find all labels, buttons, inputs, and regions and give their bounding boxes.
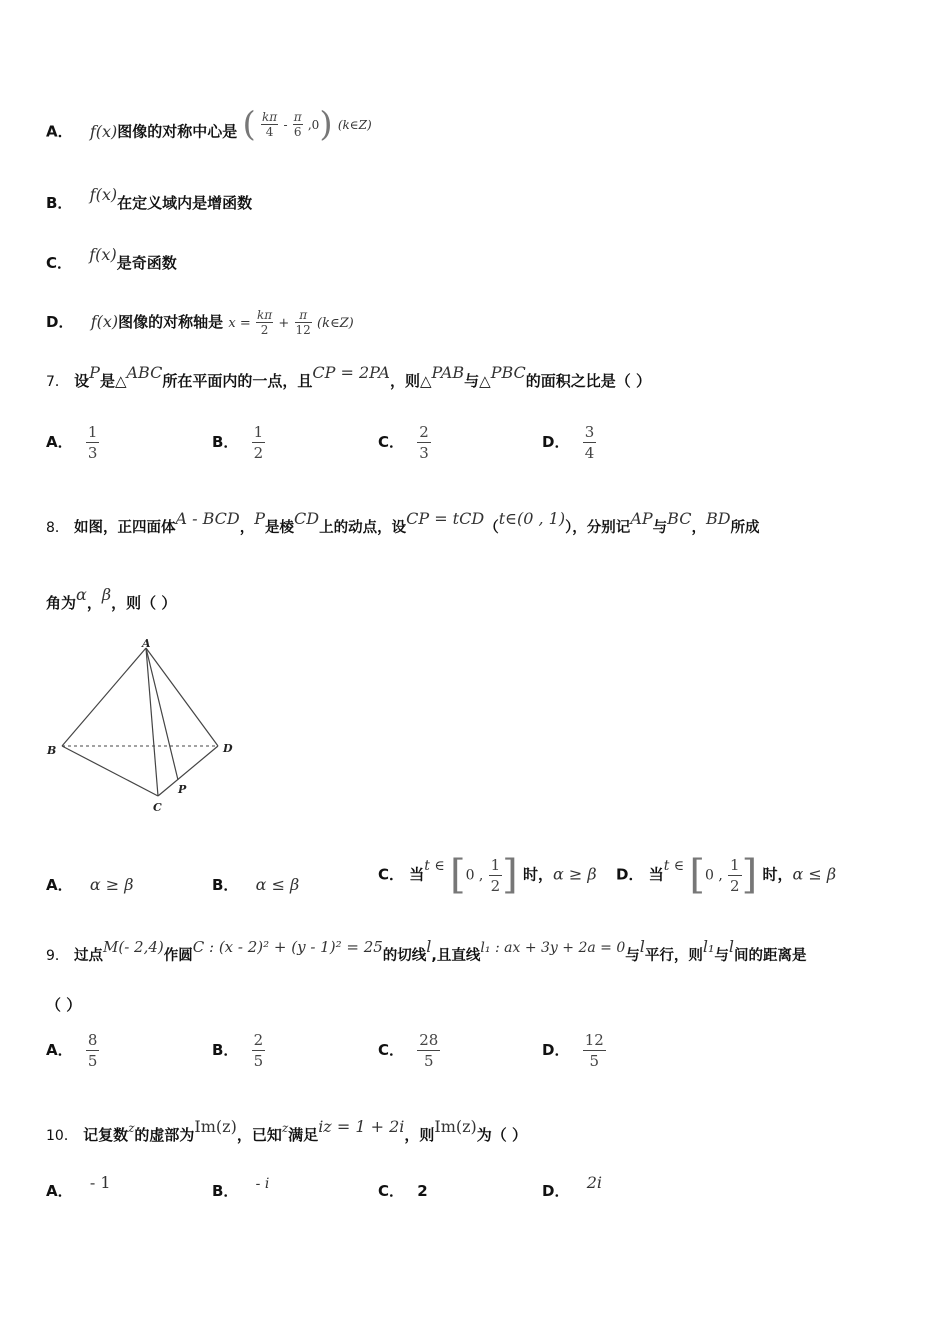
option-text: 图像的对称轴是 bbox=[118, 313, 224, 331]
option-letter: C． bbox=[378, 433, 405, 451]
math: t ∈ bbox=[663, 857, 685, 874]
text: 间的距离是 bbox=[734, 948, 807, 964]
q9-option-d bbox=[542, 1030, 606, 1071]
label-b: B bbox=[47, 744, 57, 757]
math: Im(z) bbox=[194, 1117, 237, 1136]
math: P bbox=[254, 509, 266, 528]
option-letter: A． bbox=[46, 876, 73, 894]
option-letter: B． bbox=[212, 876, 239, 894]
minus-sign: - bbox=[283, 117, 288, 132]
pi-fraction: $\frac{\pi}{12}$ bbox=[295, 308, 311, 337]
text: ， bbox=[239, 520, 255, 536]
math: C : (x - 2)² + (y - 1)² = 25 bbox=[192, 938, 383, 956]
option-letter: D． bbox=[542, 433, 570, 451]
text: 记复数 bbox=[83, 1126, 129, 1144]
q10-option-b bbox=[212, 1176, 270, 1201]
text: ，已知 bbox=[236, 1126, 282, 1144]
math: P bbox=[89, 363, 100, 382]
option-letter: B． bbox=[212, 1182, 239, 1200]
option-text: 是奇函数 bbox=[116, 254, 177, 272]
text: 满足 bbox=[288, 1126, 319, 1144]
text: 设 bbox=[74, 372, 90, 390]
edge-bc bbox=[62, 746, 158, 796]
fraction: $\frac{28}{5}$ bbox=[419, 1031, 439, 1070]
q7-stem bbox=[46, 363, 651, 391]
q8-stem-line1 bbox=[46, 509, 760, 537]
fx-expr: f(x) bbox=[89, 245, 117, 264]
math: l bbox=[639, 937, 645, 956]
option-letter: A． bbox=[46, 433, 73, 451]
q8-option-c bbox=[378, 852, 597, 898]
text: 是△ bbox=[99, 372, 127, 390]
question-number: 10． bbox=[46, 1128, 78, 1144]
option-letter: B． bbox=[212, 1041, 239, 1059]
text: ，则 bbox=[404, 1126, 435, 1144]
edge-ab bbox=[62, 648, 146, 746]
math: CP = 2PA bbox=[312, 363, 390, 382]
text: 与 bbox=[652, 520, 668, 536]
option-letter: B． bbox=[46, 194, 73, 212]
label-c: C bbox=[153, 801, 162, 814]
text: 如图，正四面体 bbox=[73, 520, 176, 536]
fx-expr: f(x) bbox=[89, 185, 118, 204]
condition: (k∈Z) bbox=[337, 117, 372, 132]
fraction: $\frac{1}{2}$ bbox=[253, 423, 264, 462]
text: （ bbox=[484, 520, 499, 536]
option-letter: D． bbox=[542, 1182, 570, 1200]
math: CD bbox=[294, 509, 320, 528]
bracket-close: ] bbox=[502, 852, 518, 898]
fraction: $\frac{12}{5}$ bbox=[584, 1031, 604, 1070]
q6-option-b bbox=[46, 185, 253, 213]
option-letter: A． bbox=[46, 1041, 73, 1059]
fraction: $\frac{3}{4}$ bbox=[584, 423, 595, 462]
text: 角为 bbox=[46, 594, 77, 612]
fraction: $\frac{1}{2}$ bbox=[730, 855, 740, 895]
bracket-close: ] bbox=[741, 852, 758, 898]
math: α ≥ β bbox=[553, 864, 597, 884]
math: α bbox=[76, 585, 87, 604]
q8-option-a bbox=[46, 874, 133, 895]
math: 0 , bbox=[705, 867, 723, 884]
pi-fraction: $\frac{\pi}{6}$ bbox=[293, 109, 302, 139]
q10-option-d bbox=[542, 1173, 602, 1201]
edge-ad bbox=[146, 648, 218, 746]
bracket-open: [ bbox=[689, 852, 705, 898]
label-d: D bbox=[223, 742, 233, 755]
center-fraction: $\frac{k\pi}{4}$ bbox=[262, 109, 278, 139]
text: 时， bbox=[523, 865, 554, 884]
option-letter: A． bbox=[46, 122, 73, 141]
condition: (k∈Z) bbox=[317, 316, 354, 331]
math: CP = tCD bbox=[406, 509, 485, 528]
option-letter: C． bbox=[378, 1041, 405, 1059]
edge-cd bbox=[158, 746, 218, 796]
option-text: 在定义域内是增函数 bbox=[117, 194, 253, 212]
text: 过点 bbox=[73, 948, 103, 964]
text: ，则（ ） bbox=[111, 594, 177, 612]
text: ），分别记 bbox=[565, 520, 631, 536]
math: PAB bbox=[431, 363, 465, 382]
q9-stem-line1 bbox=[46, 937, 807, 965]
option-letter: B． bbox=[212, 433, 239, 451]
math: AP bbox=[630, 509, 653, 528]
text: 作圆 bbox=[163, 948, 193, 964]
plus-sign: + bbox=[278, 316, 290, 331]
text: ,且直线 bbox=[431, 948, 481, 964]
fraction: $\frac{2}{3}$ bbox=[419, 423, 429, 462]
q7-option-d bbox=[542, 422, 596, 463]
question-number: 9． bbox=[46, 948, 69, 964]
text: 上的动点，设 bbox=[319, 520, 407, 536]
option-letter: D． bbox=[616, 865, 644, 884]
zero: ,0 bbox=[307, 117, 320, 132]
paren-close: ) bbox=[319, 104, 333, 144]
bracket-open: [ bbox=[449, 852, 466, 898]
text: 与△ bbox=[464, 372, 491, 390]
math: α ≤ β bbox=[255, 875, 300, 894]
math: l bbox=[426, 937, 432, 956]
q10-option-a bbox=[46, 1173, 111, 1201]
math: BC bbox=[667, 509, 692, 528]
math: t∈(0 , 1) bbox=[498, 509, 566, 528]
q8-stem-line2 bbox=[46, 585, 177, 613]
text: ， bbox=[691, 520, 706, 536]
math: - 1 bbox=[89, 1173, 111, 1192]
text: 的面积之比是（ ） bbox=[525, 372, 651, 390]
text: 为（ ） bbox=[476, 1126, 528, 1144]
tetrahedron-figure bbox=[46, 636, 246, 822]
fx-expr: f(x) bbox=[90, 312, 119, 331]
text: 当 bbox=[648, 865, 664, 884]
fraction: $\frac{1}{2}$ bbox=[490, 855, 501, 895]
math: α ≤ β bbox=[792, 864, 837, 884]
option-value: 2 bbox=[417, 1182, 428, 1200]
fraction: $\frac{1}{3}$ bbox=[87, 423, 98, 462]
math: l₁ bbox=[702, 937, 715, 956]
q6-option-c bbox=[46, 245, 177, 273]
q7-option-b bbox=[212, 422, 265, 463]
q10-stem bbox=[46, 1117, 528, 1145]
math: - i bbox=[255, 1176, 270, 1192]
option-text: 图像的对称中心是 bbox=[117, 122, 238, 141]
math: α ≥ β bbox=[89, 875, 134, 894]
text: 的切线 bbox=[382, 948, 427, 964]
math: z bbox=[128, 1121, 135, 1135]
math: BD bbox=[705, 509, 731, 528]
text: 的虚部为 bbox=[134, 1126, 195, 1144]
text: 与 bbox=[625, 948, 640, 964]
text: 时， bbox=[762, 865, 793, 884]
paren-open: ( bbox=[242, 104, 256, 144]
text: ，则△ bbox=[389, 372, 432, 390]
kpi-fraction: $\frac{k\pi}{2}$ bbox=[256, 308, 273, 337]
q6-option-d bbox=[46, 308, 354, 337]
math: PBC bbox=[490, 363, 526, 382]
q9-option-c bbox=[378, 1030, 440, 1071]
text: 当 bbox=[409, 865, 425, 884]
text: 是棱 bbox=[265, 520, 295, 536]
text: 所在平面内的一点，且 bbox=[162, 372, 313, 390]
option-letter: C． bbox=[378, 865, 405, 884]
tetrahedron-svg bbox=[46, 636, 246, 822]
option-letter: C． bbox=[378, 1182, 405, 1200]
q9-option-a bbox=[46, 1030, 99, 1071]
math: ABC bbox=[126, 363, 163, 382]
fraction: $\frac{8}{5}$ bbox=[87, 1031, 98, 1070]
math: 0 , bbox=[465, 867, 484, 884]
text: ， bbox=[86, 594, 102, 612]
math: iz = 1 + 2i bbox=[318, 1117, 405, 1136]
option-letter: A． bbox=[46, 1182, 73, 1200]
math: 2i bbox=[586, 1173, 602, 1192]
math: l bbox=[728, 937, 735, 956]
math: A - BCD bbox=[175, 509, 240, 528]
question-number: 7． bbox=[46, 374, 69, 390]
label-p: P bbox=[178, 783, 187, 796]
text: 所成 bbox=[730, 520, 760, 536]
question-number: 8． bbox=[46, 520, 69, 536]
q8-option-b bbox=[212, 874, 299, 895]
text: 平行，则 bbox=[644, 948, 703, 964]
q7-option-a bbox=[46, 422, 99, 463]
text: 与 bbox=[714, 948, 729, 964]
math: M(- 2,4) bbox=[102, 938, 164, 956]
option-letter: D． bbox=[46, 313, 74, 331]
math: t ∈ bbox=[424, 857, 445, 874]
q9-stem-line2 bbox=[46, 994, 81, 1015]
q8-option-d bbox=[616, 852, 836, 898]
q9-option-b bbox=[212, 1030, 265, 1071]
q7-option-c bbox=[378, 422, 431, 463]
math: β bbox=[101, 585, 112, 604]
math: l₁ : ax + 3y + 2a = 0 bbox=[480, 940, 626, 956]
fraction: $\frac{2}{5}$ bbox=[253, 1031, 264, 1070]
option-letter: D． bbox=[542, 1041, 570, 1059]
math: z bbox=[281, 1121, 289, 1135]
q10-option-c bbox=[378, 1180, 428, 1201]
edge-ac bbox=[146, 648, 158, 796]
label-a: A bbox=[142, 637, 151, 650]
q6-option-a bbox=[46, 104, 372, 152]
x-equals: x = bbox=[228, 316, 251, 331]
math: Im(z) bbox=[434, 1117, 477, 1136]
option-letter: C． bbox=[46, 254, 73, 272]
text: （ ） bbox=[46, 996, 82, 1014]
fx-expr: f(x) bbox=[89, 121, 118, 141]
